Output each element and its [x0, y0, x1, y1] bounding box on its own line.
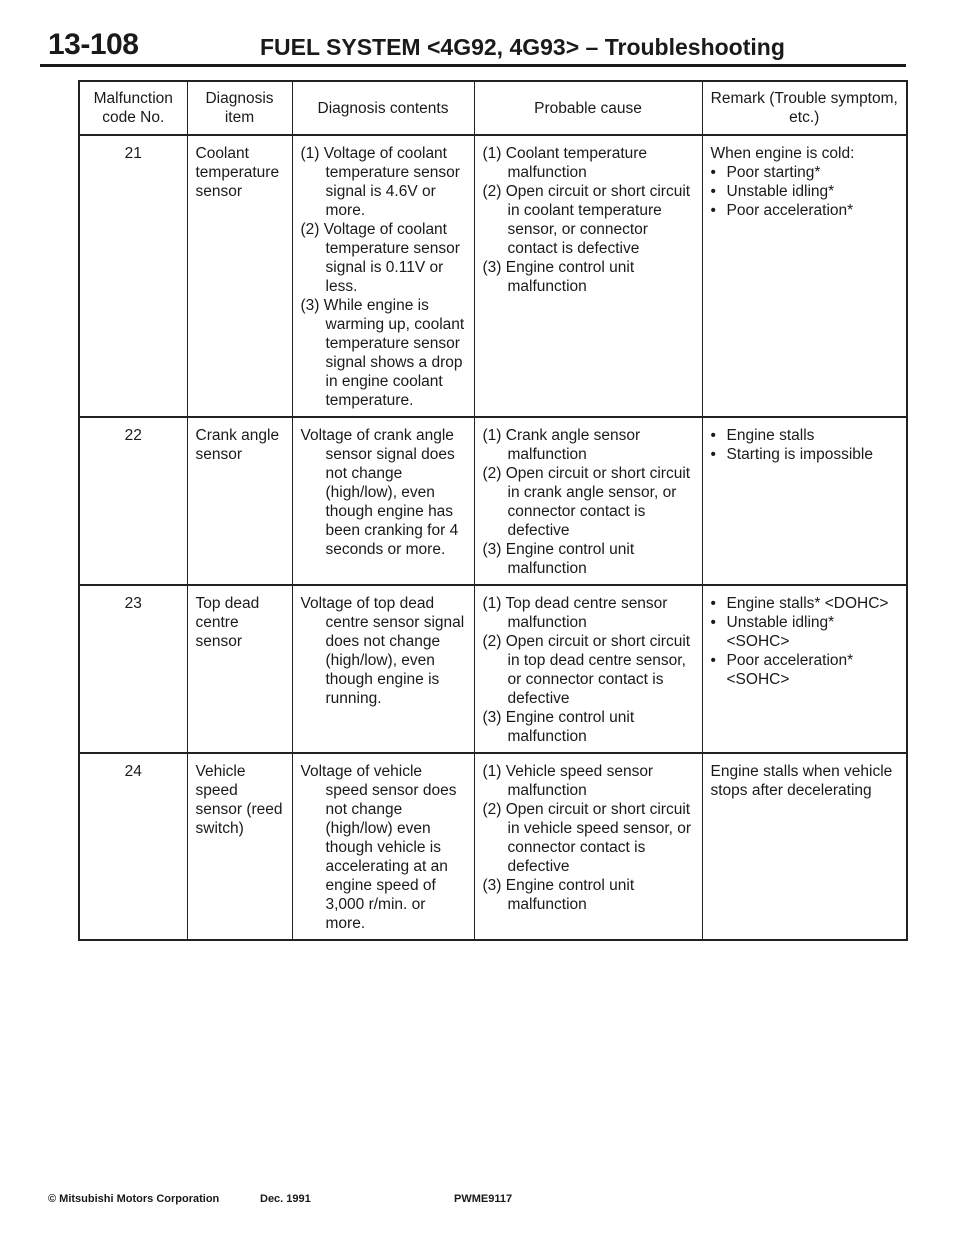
remark-lead: Engine stalls when vehicle stops after decelerating [710, 763, 893, 799]
malfunction-code: 21 [79, 135, 187, 417]
remark-list [711, 163, 901, 220]
footer-copyright: © Mitsubishi Motors Corporation [48, 1193, 220, 1205]
remark-item: • Poor acceleration* [711, 201, 901, 220]
probable-cause-item: (1) Top dead centre sensor malfunction [482, 595, 668, 631]
remark-item: • Starting is impossible [711, 445, 901, 464]
troubleshooting-table-container [78, 80, 906, 941]
diagnosis-item: Crank angle sensor [187, 417, 292, 585]
remark-list [711, 594, 901, 689]
probable-cause-cell [474, 417, 702, 585]
remark-cell [702, 585, 907, 753]
probable-cause-list [483, 426, 696, 578]
page-header [40, 22, 906, 66]
diagnosis-content-item: (3) While engine is warming up, coolant temperature sensor signal shows a drop in engine coolant temperature. [300, 297, 465, 409]
diagnosis-item: Vehicle speed sensor (reed switch) [187, 753, 292, 940]
column-header-contents: Diagnosis contents [292, 81, 474, 135]
diagnosis-content-item: Voltage of top dead centre sensor signal does not change (high/low), even though engine is running. [300, 595, 465, 707]
malfunction-code: 23 [79, 585, 187, 753]
probable-cause-item: (1) Vehicle speed sensor malfunction [482, 763, 654, 799]
diagnosis-content-item: (2) Voltage of coolant temperature sensor signal is 0.11V or less. [300, 221, 460, 295]
remark-item: • Unstable idling* [711, 182, 901, 201]
remark-cell [702, 417, 907, 585]
diagnosis-contents-list [301, 426, 468, 559]
header-rule [40, 64, 906, 67]
remark-item: • Poor acceleration* <SOHC> [711, 651, 901, 689]
page-number: 13-108 [48, 28, 139, 61]
footer-doc-code: PWME9117 [454, 1193, 513, 1205]
probable-cause-item: (2) Open circuit or short circuit in crank angle sensor, or connector contact is defective [482, 465, 691, 539]
probable-cause-item: (3) Engine control unit malfunction [482, 877, 635, 913]
column-header-code: Malfunction code No. [79, 81, 187, 135]
table-row [79, 753, 907, 940]
table-body [79, 135, 907, 940]
diagnosis-contents-cell [292, 585, 474, 753]
remark-item: • Engine stalls [711, 426, 901, 445]
remark-cell [702, 753, 907, 940]
diagnosis-contents-cell [292, 753, 474, 940]
table-row [79, 585, 907, 753]
diagnosis-contents-list [301, 762, 468, 933]
probable-cause-cell [474, 585, 702, 753]
malfunction-code: 24 [79, 753, 187, 940]
table-row [79, 135, 907, 417]
probable-cause-cell [474, 753, 702, 940]
probable-cause-item: (1) Crank angle sensor malfunction [482, 427, 641, 463]
probable-cause-item: (3) Engine control unit malfunction [482, 541, 635, 577]
probable-cause-item: (3) Engine control unit malfunction [482, 259, 635, 295]
probable-cause-item: (2) Open circuit or short circuit in vehicle speed sensor, or connector contact is defective [482, 801, 692, 875]
diagnosis-item: Top dead centre sensor [187, 585, 292, 753]
diagnosis-contents-cell [292, 135, 474, 417]
probable-cause-list [483, 144, 696, 296]
malfunction-code: 22 [79, 417, 187, 585]
remark-list [711, 426, 901, 464]
probable-cause-item: (3) Engine control unit malfunction [482, 709, 635, 745]
probable-cause-list [483, 594, 696, 746]
probable-cause-item: (2) Open circuit or short circuit in top dead centre sensor, or connector contact is defective [482, 633, 691, 707]
page-title: FUEL SYSTEM <4G92, 4G93> – Troubleshooting [260, 34, 785, 60]
remark-cell [702, 135, 907, 417]
probable-cause-item: (1) Coolant temperature malfunction [482, 145, 648, 181]
column-header-cause: Probable cause [474, 81, 702, 135]
diagnosis-item: Coolant temperature sensor [187, 135, 292, 417]
diagnosis-contents-list [301, 594, 468, 708]
diagnosis-contents-cell [292, 417, 474, 585]
remark-item: • Engine stalls* <DOHC> [711, 594, 901, 613]
remark-item: • Poor starting* [711, 163, 901, 182]
remark-lead: When engine is cold: [710, 145, 855, 162]
troubleshooting-table [78, 80, 908, 941]
column-header-item: Diagnosis item [187, 81, 292, 135]
diagnosis-content-item: Voltage of crank angle sensor signal does not change (high/low), even though engine has been cranking for 4 seconds or more. [300, 427, 459, 558]
table-row [79, 417, 907, 585]
probable-cause-list [483, 762, 696, 914]
diagnosis-contents-list [301, 144, 468, 410]
footer-date: Dec. 1991 [260, 1193, 311, 1205]
diagnosis-content-item: (1) Voltage of coolant temperature sensor signal is 4.6V or more. [300, 145, 460, 219]
diagnosis-content-item: Voltage of vehicle speed sensor does not change (high/low) even though vehicle is accelerating at an engine speed of 3,000 r/min. or more. [300, 763, 457, 932]
column-header-remark: Remark (Trouble symptom, etc.) [702, 81, 907, 135]
probable-cause-item: (2) Open circuit or short circuit in coolant temperature sensor, or connector contact is defective [482, 183, 691, 257]
table-header [79, 81, 907, 135]
remark-item: • Unstable idling* <SOHC> [711, 613, 901, 651]
probable-cause-cell [474, 135, 702, 417]
